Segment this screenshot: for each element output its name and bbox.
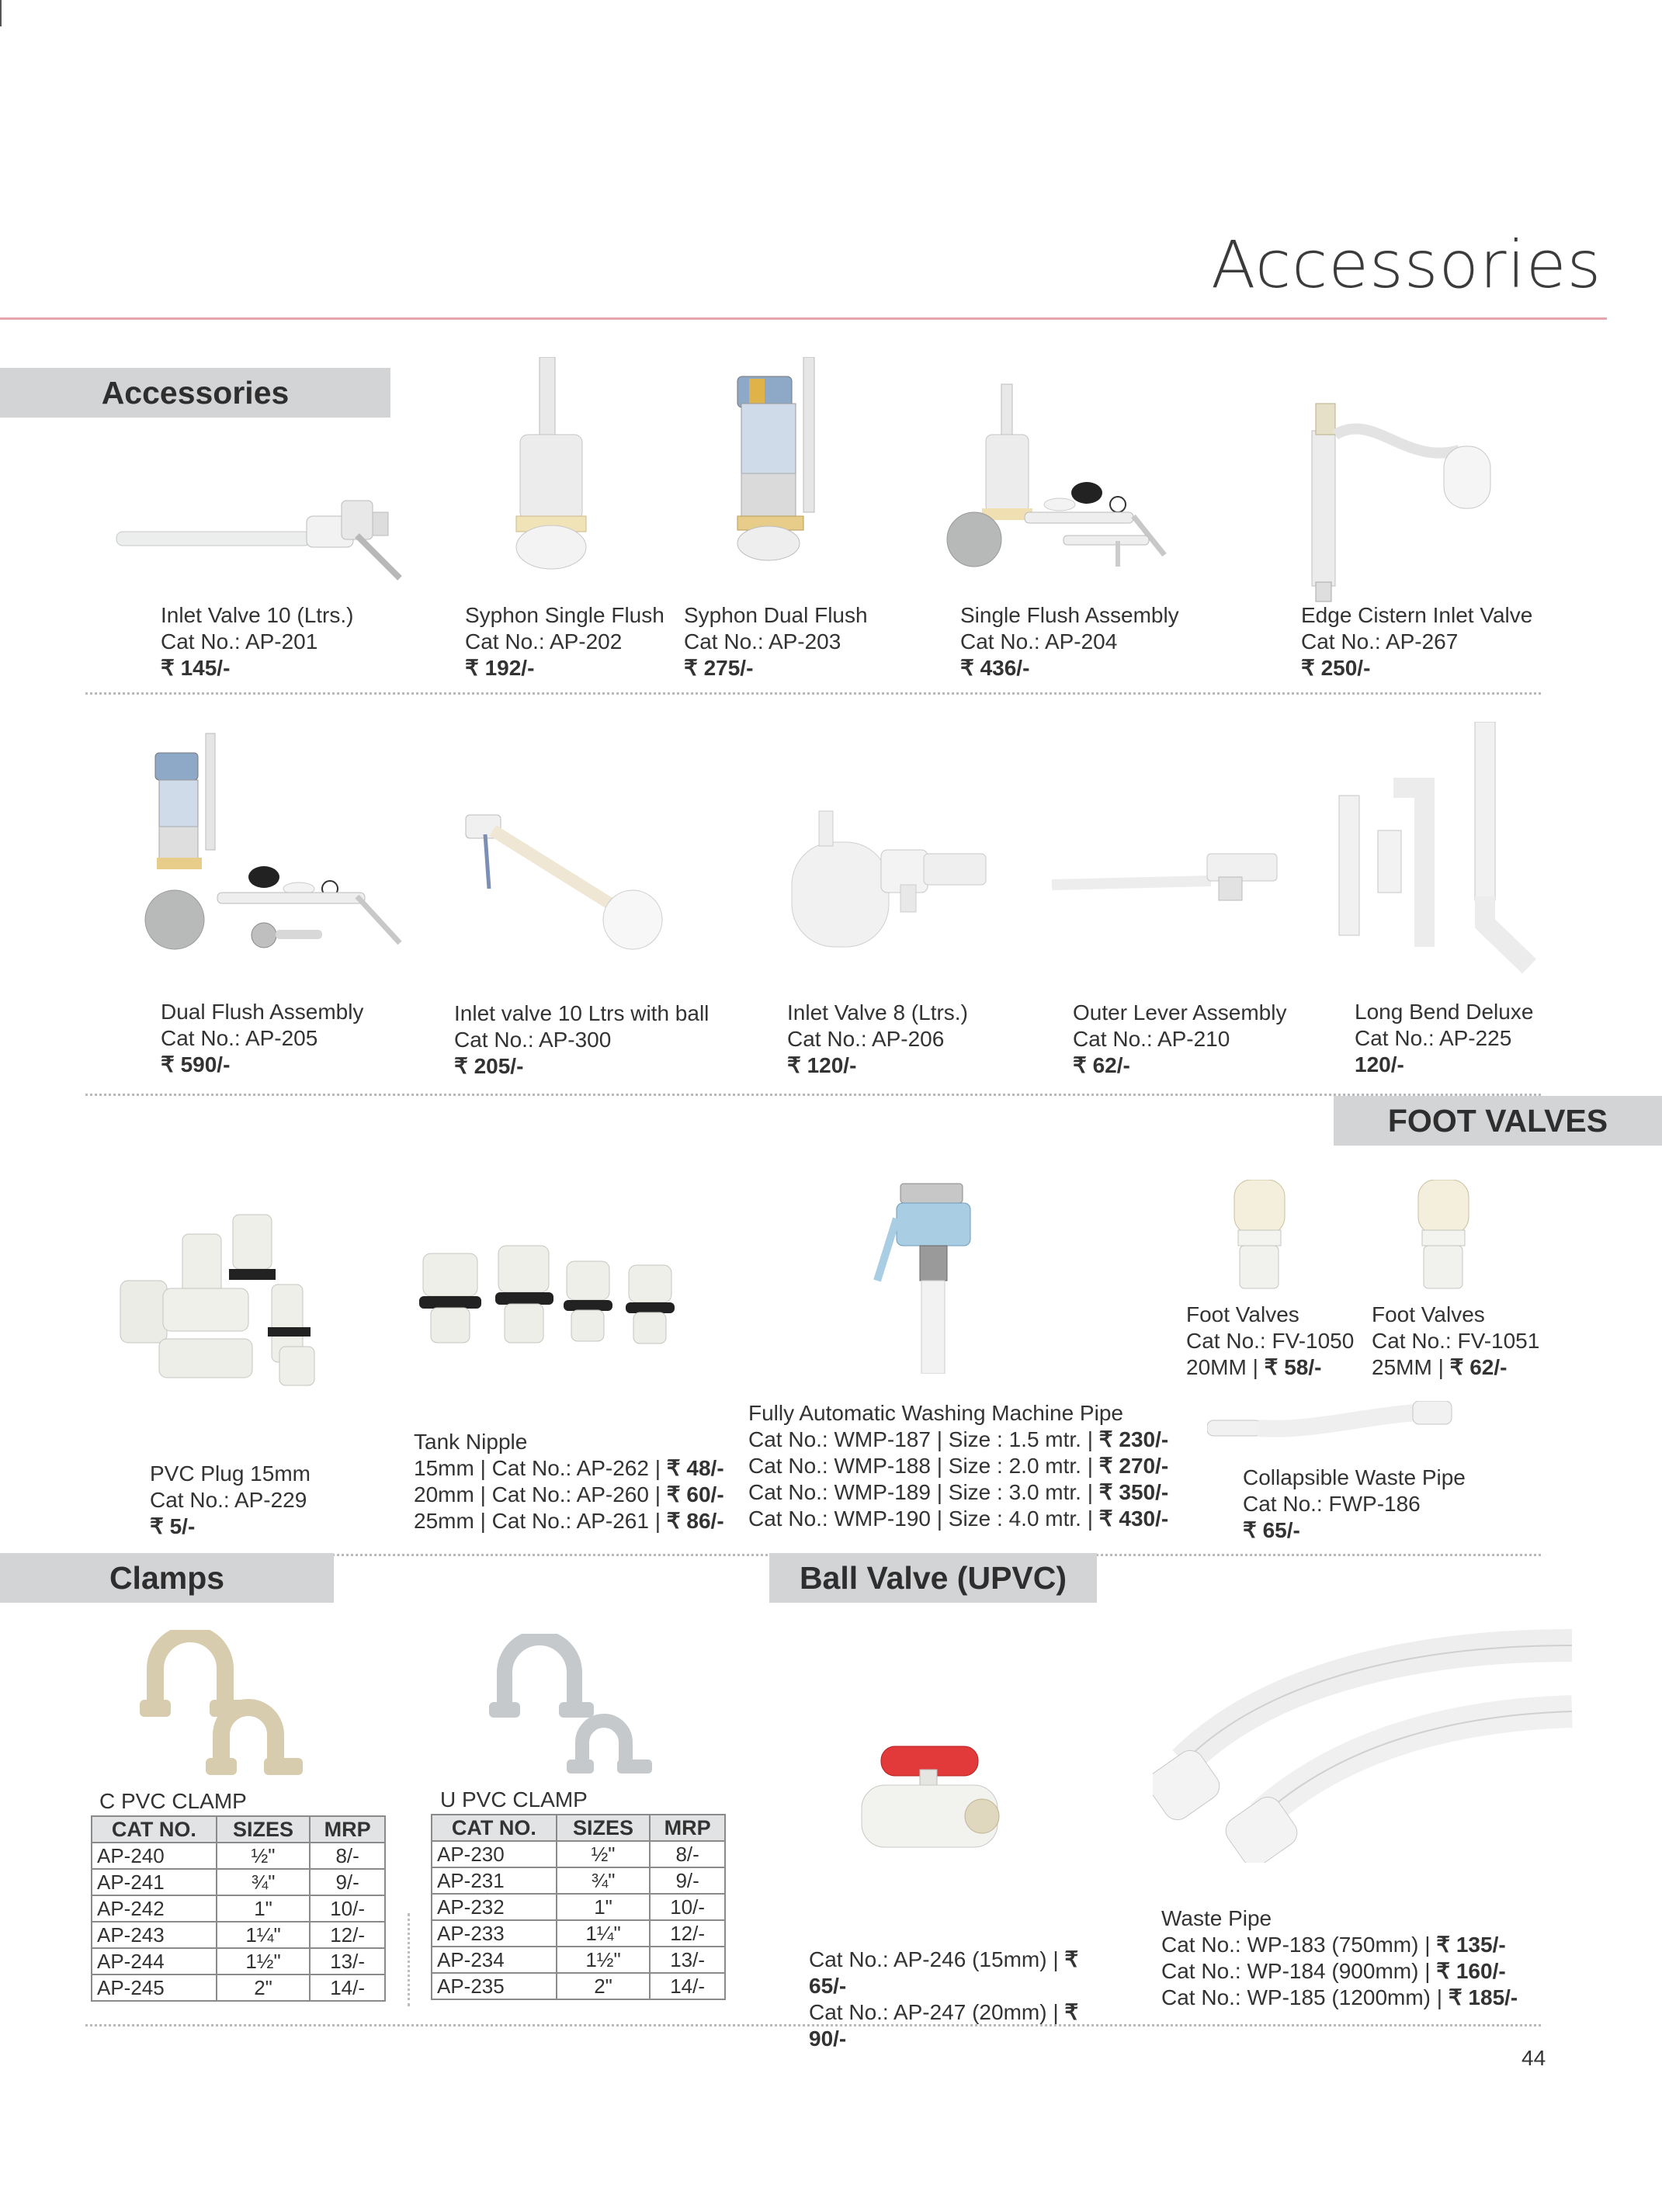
product-cat: Cat No.: AP-206 <box>787 1027 945 1051</box>
product-line <box>1161 1958 1580 1985</box>
product-foot-valve-25mm <box>1372 1302 1550 1381</box>
line-price: ₹ 86/- <box>666 1509 724 1533</box>
cat-cell: AP-232 <box>432 1894 557 1920</box>
table-row <box>432 1973 725 1999</box>
line-price: ₹ 48/- <box>666 1456 724 1480</box>
product-line <box>414 1455 740 1482</box>
table-row <box>432 1947 725 1973</box>
mrp-cell: 13/- <box>310 1948 385 1975</box>
table-row <box>432 1841 725 1867</box>
cat-cell: AP-241 <box>92 1869 217 1895</box>
line-text: Cat No.: WP-184 (900mm) | <box>1161 1959 1437 1983</box>
product-waste-pipe <box>1161 1905 1580 2011</box>
product-line <box>1161 1932 1580 1958</box>
cat-cell: AP-244 <box>92 1948 217 1975</box>
line-price: ₹ 60/- <box>666 1482 724 1506</box>
size-cell: 1" <box>217 1895 310 1922</box>
product-line <box>748 1453 1183 1479</box>
pvc-plug-image <box>113 1211 330 1389</box>
line-text: 20mm | Cat No.: AP-260 | <box>414 1482 667 1506</box>
foot-valve-20mm-image <box>1230 1180 1289 1292</box>
product-dual-flush-assembly <box>161 999 417 1078</box>
product-cat: Cat No.: AP-205 <box>161 1026 318 1050</box>
cat-cell: AP-231 <box>432 1867 557 1894</box>
product-price: ₹ 120/- <box>787 1053 857 1077</box>
product-ball-valve <box>809 1947 1119 2052</box>
product-foot-valve-20mm <box>1186 1302 1365 1381</box>
product-cat: Cat No.: AP-225 <box>1355 1026 1512 1050</box>
product-cat: Cat No.: AP-300 <box>454 1028 612 1052</box>
size-cell: ½" <box>217 1843 310 1869</box>
cat-cell: AP-230 <box>432 1841 557 1867</box>
inlet-valve-8-image <box>788 807 994 955</box>
edge-cistern-inlet-valve-image <box>1304 388 1506 605</box>
size-cell: 2" <box>557 1973 650 1999</box>
cat-cell: AP-240 <box>92 1843 217 1869</box>
line-price: ₹ 230/- <box>1098 1427 1169 1451</box>
cpvc-clamp-title: C PVC CLAMP <box>99 1789 247 1813</box>
line-price: ₹ 58/- <box>1264 1355 1322 1379</box>
cat-cell: AP-242 <box>92 1895 217 1922</box>
table-header-row <box>432 1815 725 1841</box>
product-cat: Cat No.: FV-1050 <box>1186 1329 1355 1353</box>
upvc-clamp-table <box>431 1814 726 2000</box>
line-text: Cat No.: WMP-187 | Size : 1.5 mtr. | <box>748 1427 1099 1451</box>
collapsible-waste-pipe-image <box>1207 1401 1456 1448</box>
column-header: SIZES <box>217 1816 310 1843</box>
mrp-cell: 9/- <box>650 1867 725 1894</box>
table-row <box>92 1869 385 1895</box>
table-header-row <box>92 1816 385 1843</box>
column-header: CAT NO. <box>92 1816 217 1843</box>
product-line <box>1186 1354 1365 1381</box>
mrp-cell: 10/- <box>650 1894 725 1920</box>
product-name: Foot Valves <box>1186 1302 1299 1326</box>
product-tank-nipple <box>414 1429 740 1534</box>
product-line <box>414 1508 740 1534</box>
section-banner-accessories: Accessories <box>0 368 390 418</box>
size-cell: 2" <box>217 1975 310 2001</box>
column-header: CAT NO. <box>432 1815 557 1841</box>
product-price: ₹ 436/- <box>960 656 1030 680</box>
ball-valve-image <box>854 1739 1009 1855</box>
product-price: 120/- <box>1355 1052 1404 1077</box>
product-cat: Cat No.: AP-202 <box>465 629 623 654</box>
product-name: Inlet Valve 8 (Ltrs.) <box>787 1000 968 1025</box>
product-inlet-valve-10 <box>161 602 417 681</box>
tank-nipple-image <box>419 1242 679 1358</box>
line-text: 25MM | <box>1372 1355 1450 1379</box>
size-cell: 1¼" <box>217 1922 310 1948</box>
product-name: PVC Plug 15mm <box>150 1461 311 1486</box>
product-inlet-valve-8 <box>787 1000 1020 1079</box>
line-price: ₹ 160/- <box>1436 1959 1506 1983</box>
product-outer-lever-assembly <box>1073 1000 1306 1079</box>
product-line <box>748 1506 1183 1532</box>
row-divider <box>85 1094 1541 1096</box>
table-row <box>92 1948 385 1975</box>
line-text: Cat No.: WP-185 (1200mm) | <box>1161 1985 1449 2009</box>
column-header: SIZES <box>557 1815 650 1841</box>
product-name: Dual Flush Assembly <box>161 1000 364 1024</box>
single-flush-assembly-image <box>939 376 1219 570</box>
table-row <box>432 1894 725 1920</box>
product-price: ₹ 145/- <box>161 656 231 680</box>
product-cat: Cat No.: AP-267 <box>1301 629 1459 654</box>
product-washing-machine-pipe <box>748 1400 1183 1532</box>
product-single-flush-assembly <box>960 602 1216 681</box>
product-price: ₹ 62/- <box>1073 1053 1130 1077</box>
page-number: 44 <box>1521 2046 1546 2070</box>
line-text: 15mm | Cat No.: AP-262 | <box>414 1456 667 1480</box>
column-header: MRP <box>310 1816 385 1843</box>
cat-cell: AP-245 <box>92 1975 217 2001</box>
mrp-cell: 9/- <box>310 1869 385 1895</box>
row-divider <box>85 2024 1541 2027</box>
table-row <box>92 1922 385 1948</box>
line-text: Cat No.: WMP-190 | Size : 4.0 mtr. | <box>748 1506 1099 1531</box>
cpvc-clamp-image <box>140 1630 311 1781</box>
line-text: Cat No.: AP-246 (15mm) | <box>809 1947 1065 1971</box>
product-price: ₹ 250/- <box>1301 656 1371 680</box>
inlet-valve-10-ball-image <box>458 807 668 955</box>
product-name: Inlet valve 10 Ltrs with ball <box>454 1001 710 1025</box>
product-name: Waste Pipe <box>1161 1906 1272 1930</box>
section-banner-foot-valves: FOOT VALVES <box>1334 1096 1662 1146</box>
table-row <box>432 1867 725 1894</box>
product-line <box>1161 1985 1580 2011</box>
table-row <box>92 1843 385 1869</box>
mrp-cell: 14/- <box>650 1973 725 1999</box>
mrp-cell: 8/- <box>650 1841 725 1867</box>
mrp-cell: 10/- <box>310 1895 385 1922</box>
cpvc-clamp-table <box>91 1815 386 2002</box>
product-name: Syphon Dual Flush <box>684 603 868 627</box>
line-price: ₹ 270/- <box>1098 1454 1169 1478</box>
table-separator <box>408 1913 410 2006</box>
cat-cell: AP-243 <box>92 1922 217 1948</box>
product-cat: Cat No.: FWP-186 <box>1243 1492 1421 1516</box>
product-price: ₹ 275/- <box>684 656 754 680</box>
product-inlet-valve-10-ball <box>454 1000 734 1080</box>
size-cell: ½" <box>557 1841 650 1867</box>
dual-flush-assembly-image <box>140 730 408 955</box>
product-syphon-single-flush <box>465 602 690 681</box>
product-name: Tank Nipple <box>414 1430 528 1454</box>
foot-valve-25mm-image <box>1414 1180 1473 1292</box>
syphon-single-flush-image <box>505 357 598 574</box>
waste-pipe-image <box>1153 1614 1576 1863</box>
mrp-cell: 14/- <box>310 1975 385 2001</box>
size-cell: 1" <box>557 1894 650 1920</box>
line-text: Cat No.: AP-247 (20mm) | <box>809 2000 1065 2024</box>
product-cat: Cat No.: AP-210 <box>1073 1027 1230 1051</box>
product-name: Syphon Single Flush <box>465 603 664 627</box>
line-text: Cat No.: WMP-189 | Size : 3.0 mtr. | <box>748 1480 1099 1504</box>
syphon-dual-flush-image <box>734 357 827 567</box>
long-bend-deluxe-image <box>1335 722 1537 978</box>
line-price: ₹ 62/- <box>1449 1355 1508 1379</box>
size-cell: ¾" <box>217 1869 310 1895</box>
mrp-cell: 12/- <box>310 1922 385 1948</box>
size-cell: 1¼" <box>557 1920 650 1947</box>
column-header: MRP <box>650 1815 725 1841</box>
line-price: ₹ 65/- <box>809 1947 1079 1998</box>
product-name: Outer Lever Assembly <box>1073 1000 1287 1025</box>
product-cat: Cat No.: AP-204 <box>960 629 1118 654</box>
mrp-cell: 8/- <box>310 1843 385 1869</box>
mrp-cell: 12/- <box>650 1920 725 1947</box>
section-banner-ball-valve: Ball Valve (UPVC) <box>769 1553 1097 1603</box>
product-name: Single Flush Assembly <box>960 603 1179 627</box>
upvc-clamp-image <box>485 1634 656 1777</box>
cat-cell: AP-234 <box>432 1947 557 1973</box>
table-row <box>92 1895 385 1922</box>
line-price: ₹ 90/- <box>809 2000 1079 2051</box>
product-line <box>1372 1354 1550 1381</box>
cat-cell: AP-235 <box>432 1973 557 1999</box>
product-cat: Cat No.: AP-201 <box>161 629 318 654</box>
product-price: ₹ 205/- <box>454 1054 524 1078</box>
crop-mark <box>0 0 2 26</box>
product-name: Long Bend Deluxe <box>1355 1000 1534 1024</box>
product-price: ₹ 5/- <box>150 1514 196 1538</box>
line-text: 25mm | Cat No.: AP-261 | <box>414 1509 667 1533</box>
table-row <box>92 1975 385 2001</box>
product-cat: Cat No.: AP-229 <box>150 1488 307 1512</box>
product-long-bend-deluxe <box>1355 999 1587 1078</box>
outer-lever-assembly-image <box>1048 846 1289 908</box>
size-cell: 1½" <box>557 1947 650 1973</box>
product-cat: Cat No.: AP-203 <box>684 629 841 654</box>
line-price: ₹ 185/- <box>1448 1985 1518 2009</box>
product-price: ₹ 192/- <box>465 656 535 680</box>
size-cell: ¾" <box>557 1867 650 1894</box>
upvc-clamp-title: U PVC CLAMP <box>440 1787 588 1812</box>
product-price: ₹ 65/- <box>1243 1518 1300 1542</box>
product-cat: Cat No.: FV-1051 <box>1372 1329 1540 1353</box>
table-row <box>432 1920 725 1947</box>
line-price: ₹ 135/- <box>1436 1933 1506 1957</box>
line-text: Cat No.: WMP-188 | Size : 2.0 mtr. | <box>748 1454 1099 1478</box>
product-line <box>809 1947 1119 1999</box>
product-pvc-plug <box>150 1461 383 1540</box>
page-title: Accessories <box>1211 227 1602 303</box>
product-name: Edge Cistern Inlet Valve <box>1301 603 1533 627</box>
section-banner-clamps: Clamps <box>0 1553 334 1603</box>
line-price: ₹ 430/- <box>1098 1506 1169 1531</box>
line-text: Cat No.: WP-183 (750mm) | <box>1161 1933 1437 1957</box>
product-line <box>414 1482 740 1508</box>
title-rule <box>0 317 1607 320</box>
washing-machine-pipe-image <box>873 1180 998 1374</box>
product-name: Inlet Valve 10 (Ltrs.) <box>161 603 354 627</box>
product-name: Fully Automatic Washing Machine Pipe <box>748 1401 1123 1425</box>
row-divider <box>85 692 1541 695</box>
mrp-cell: 13/- <box>650 1947 725 1973</box>
product-name: Foot Valves <box>1372 1302 1485 1326</box>
product-line <box>748 1427 1183 1453</box>
line-text: 20MM | <box>1186 1355 1265 1379</box>
line-price: ₹ 350/- <box>1098 1480 1169 1504</box>
product-syphon-dual-flush <box>684 602 917 681</box>
inlet-valve-10-image <box>109 477 419 586</box>
cat-cell: AP-233 <box>432 1920 557 1947</box>
product-price: ₹ 590/- <box>161 1052 231 1077</box>
product-edge-cistern-inlet-valve <box>1301 602 1580 681</box>
size-cell: 1½" <box>217 1948 310 1975</box>
product-line <box>748 1479 1183 1506</box>
product-collapsible-waste-pipe <box>1243 1465 1507 1544</box>
product-name: Collapsible Waste Pipe <box>1243 1465 1466 1489</box>
